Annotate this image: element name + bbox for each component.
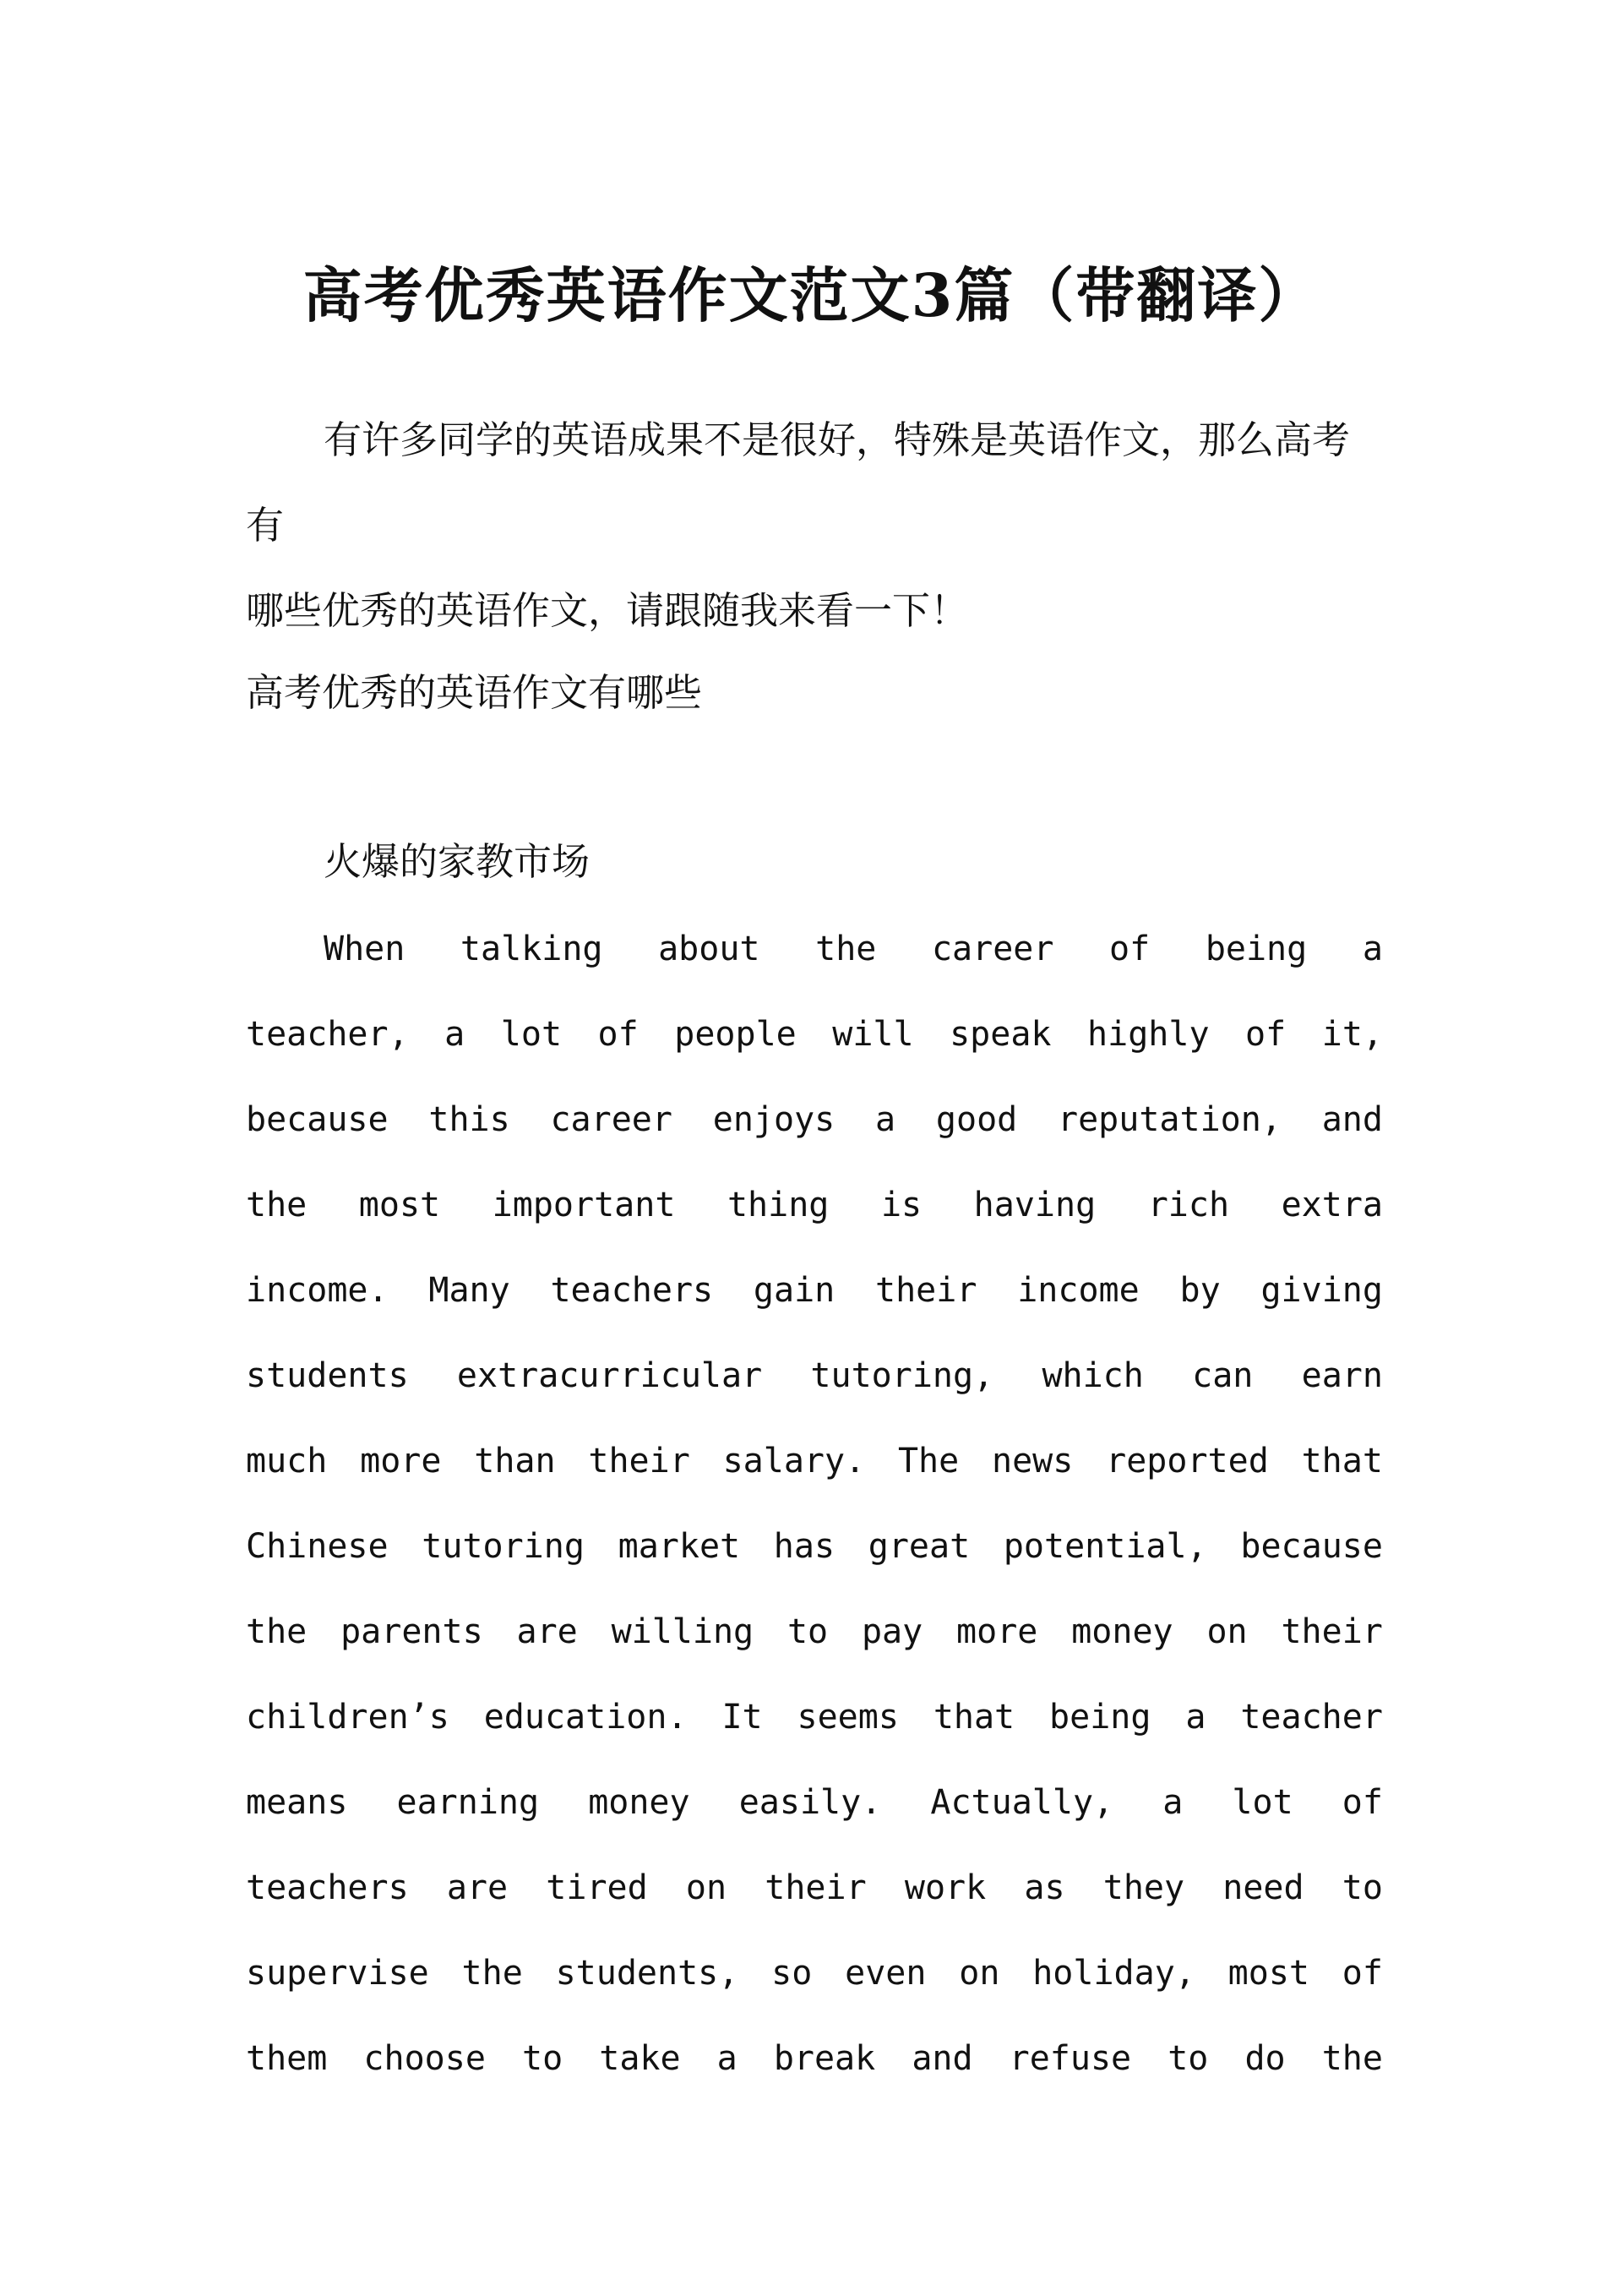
essay-word: career [550, 1100, 672, 1139]
essay-word: The [897, 1442, 960, 1481]
essay-word: rich [1147, 1186, 1230, 1224]
essay-word: are [516, 1612, 578, 1651]
essay-word: a [1185, 1698, 1206, 1737]
essay-word: people [674, 1015, 797, 1054]
essay-word: children’s [246, 1698, 449, 1737]
essay-word: money [1071, 1612, 1173, 1651]
essay-word: speak [950, 1015, 1052, 1054]
essay-word: than [474, 1442, 556, 1481]
essay-word: being [1049, 1698, 1151, 1737]
essay-word: highly [1087, 1015, 1210, 1054]
essay-word: It [721, 1698, 763, 1737]
essay-word: salary. [722, 1442, 866, 1481]
essay-word: having [973, 1186, 1097, 1224]
essay-word: teacher, [246, 1015, 409, 1054]
essay-word: holiday, [1032, 1954, 1195, 1993]
essay-word: Actually, [930, 1783, 1114, 1822]
essay-word: being [1205, 930, 1308, 968]
essay-word: because [1240, 1527, 1383, 1566]
essay-word: choose [363, 2039, 486, 2078]
essay-word: of [1109, 930, 1151, 968]
essay-word: giving [1260, 1271, 1383, 1310]
essay-word: a [444, 1015, 465, 1054]
essay-word: earning [396, 1783, 540, 1822]
essay-word: market [618, 1527, 741, 1566]
essay-word: which [1042, 1356, 1144, 1395]
essay-word: tired [546, 1868, 648, 1907]
essay-word: income [1017, 1271, 1140, 1310]
essay-word: break [773, 2039, 876, 2078]
essay-word: career [931, 930, 1054, 968]
essay-word: of [1245, 1015, 1287, 1054]
essay-word: most [1227, 1954, 1309, 1993]
essay-word: and [1321, 1100, 1383, 1139]
essay-line [246, 1931, 1383, 2016]
essay-word: the [246, 1612, 308, 1651]
essay-word: are [446, 1868, 509, 1907]
essay-word: teachers [550, 1271, 714, 1310]
essay-word: the [246, 1186, 308, 1224]
essay-word: seems [797, 1698, 899, 1737]
essay-word: reputation, [1058, 1100, 1282, 1139]
essay-word: When [324, 930, 406, 968]
essay-word: to [521, 2039, 563, 2078]
essay-word: parents [340, 1612, 483, 1651]
essay-word: refuse [1009, 2039, 1132, 2078]
essay-word: supervise [246, 1954, 429, 1993]
essay-word: talking [460, 930, 603, 968]
essay-line [246, 1760, 1383, 1846]
essay-word: more [360, 1442, 442, 1481]
essay-word: because [246, 1100, 389, 1139]
essay-word: on [685, 1868, 727, 1907]
essay-word: enjoys [712, 1100, 835, 1139]
document-title: 高考优秀英语作文范文3篇（带翻译） [302, 260, 1320, 330]
essay-word: work [904, 1868, 987, 1907]
essay-word: to [1342, 1868, 1383, 1907]
essay-word: great [868, 1527, 971, 1566]
essay-line [246, 1675, 1383, 1760]
essay-line [246, 1163, 1383, 1248]
essay-word: lot [1232, 1783, 1293, 1822]
essay-word: lot [500, 1015, 563, 1054]
essay-body [246, 907, 1383, 2102]
essay-word: that [1301, 1442, 1383, 1481]
essay-word: a [1162, 1783, 1184, 1822]
intro-paragraph [246, 397, 1383, 653]
essay-word: Chinese [246, 1527, 389, 1566]
essay-word: do [1244, 2039, 1286, 2078]
essay-word: of [1342, 1954, 1383, 1993]
essay-word: the [461, 1954, 523, 1993]
essay-word: of [1342, 1783, 1383, 1822]
essay-word: news [992, 1442, 1074, 1481]
essay-word: Many [428, 1271, 510, 1310]
essay-line [246, 907, 1383, 992]
essay-word: the [815, 930, 877, 968]
essay-line [246, 1846, 1383, 1931]
essay-word: it, [1321, 1015, 1383, 1054]
essay-word: as [1024, 1868, 1065, 1907]
essay-word: means [246, 1783, 348, 1822]
essay-word: they [1102, 1868, 1185, 1907]
essay-word: so [771, 1954, 813, 1993]
essay-word: earn [1301, 1356, 1383, 1395]
essay-word: them [246, 2039, 328, 2078]
essay-word: students [246, 1356, 409, 1395]
essay-word: extra [1281, 1186, 1383, 1224]
essay-word: easily. [738, 1783, 882, 1822]
essay-word: most [358, 1186, 441, 1224]
essay-word: that [933, 1698, 1015, 1737]
essay-line [246, 1077, 1383, 1163]
essay-word: education. [483, 1698, 688, 1737]
essay-word: on [959, 1954, 1000, 1993]
essay-word: and [912, 2039, 973, 2078]
essay-word: a [1362, 930, 1383, 968]
essay-line [246, 1333, 1383, 1419]
essay-word: even [845, 1954, 927, 1993]
essay-word: the [1321, 2039, 1383, 2078]
essay-word: good [935, 1100, 1018, 1139]
essay-word: can [1192, 1356, 1254, 1395]
essay-word: of [597, 1015, 639, 1054]
essay-word: money [588, 1783, 690, 1822]
essay-word: by [1179, 1271, 1221, 1310]
essay-title: 火爆的家教市场 [324, 839, 591, 884]
essay-word: take [599, 2039, 681, 2078]
essay-word: teacher [1240, 1698, 1383, 1737]
essay-word: students, [555, 1954, 739, 1993]
essay-word: income. [246, 1271, 389, 1310]
essay-word: will [832, 1015, 914, 1054]
essay-word: much [246, 1442, 328, 1481]
essay-word: gain [753, 1271, 835, 1310]
essay-word: thing [727, 1186, 830, 1224]
intro-line-1: 有许多同学的英语成果不是很好，特殊是英语作文，那么高考有 [246, 417, 1351, 548]
essay-word: a [875, 1100, 896, 1139]
essay-word: on [1206, 1612, 1248, 1651]
essay-word: to [787, 1612, 829, 1651]
essay-line [246, 1248, 1383, 1333]
essay-line [246, 1504, 1383, 1590]
essay-word: their [1281, 1612, 1383, 1651]
essay-word: their [765, 1868, 867, 1907]
essay-word: extracurricular [456, 1356, 763, 1395]
essay-word: to [1168, 2039, 1209, 2078]
intro-line-2: 哪些优秀的英语作文，请跟随我来看一下！ [246, 588, 969, 633]
essay-word: willing [611, 1612, 754, 1651]
essay-word: reported [1106, 1442, 1269, 1481]
essay-word: this [428, 1100, 510, 1139]
essay-word: need [1222, 1868, 1304, 1907]
essay-word: important [492, 1186, 676, 1224]
essay-word: about [658, 930, 760, 968]
essay-word: more [956, 1612, 1038, 1651]
essay-word: their [588, 1442, 690, 1481]
section-heading: 高考优秀的英语作文有哪些 [246, 670, 703, 715]
essay-word: tutoring [422, 1527, 585, 1566]
essay-word: teachers [246, 1868, 409, 1907]
essay-line [246, 992, 1383, 1077]
essay-word: has [773, 1527, 835, 1566]
essay-line [246, 1419, 1383, 1504]
essay-word: is [880, 1186, 923, 1224]
essay-word: potential, [1003, 1527, 1207, 1566]
essay-word: a [716, 2039, 738, 2078]
essay-word: pay [861, 1612, 923, 1651]
essay-line [246, 1590, 1383, 1675]
essay-word: their [875, 1271, 977, 1310]
essay-line [246, 2016, 1383, 2102]
essay-word: tutoring, [810, 1356, 994, 1395]
